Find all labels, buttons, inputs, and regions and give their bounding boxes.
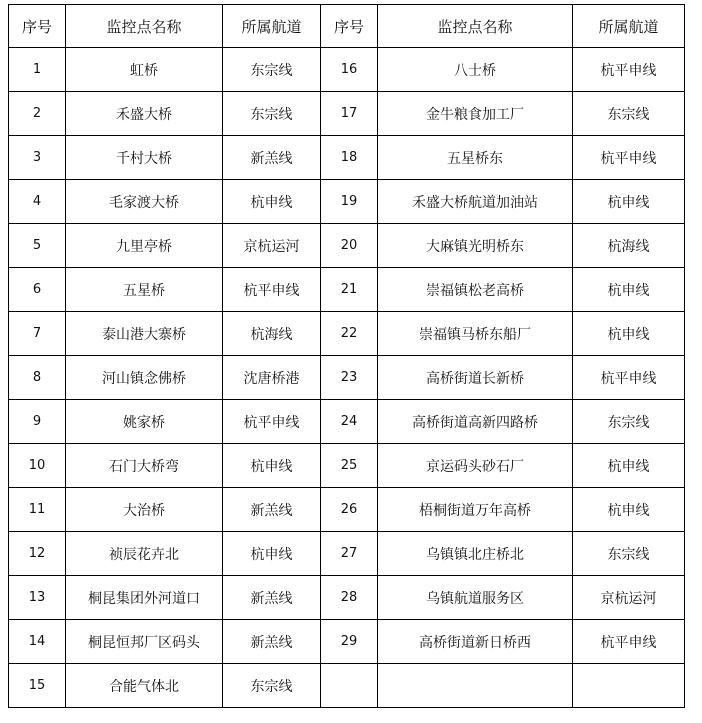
waterway-cell: 杭平申线 — [573, 48, 685, 92]
table-row — [9, 92, 685, 136]
waterway-cell — [573, 664, 685, 708]
seq-cell: 22 — [321, 312, 378, 356]
point-name-cell: 乌镇航道服务区 — [378, 576, 573, 620]
seq-cell: 8 — [9, 356, 66, 400]
point-name-cell: 梧桐街道万年高桥 — [378, 488, 573, 532]
point-name-cell: 大治桥 — [66, 488, 223, 532]
seq-cell: 4 — [9, 180, 66, 224]
seq-cell: 12 — [9, 532, 66, 576]
table-row — [9, 180, 685, 224]
seq-cell: 6 — [9, 268, 66, 312]
seq-cell: 21 — [321, 268, 378, 312]
monitor-points-table — [8, 4, 685, 708]
waterway-cell: 东宗线 — [573, 400, 685, 444]
point-name-cell: 石门大桥弯 — [66, 444, 223, 488]
table-row — [9, 356, 685, 400]
seq-cell: 25 — [321, 444, 378, 488]
point-name-cell: 毛家渡大桥 — [66, 180, 223, 224]
waterway-cell: 沈唐桥港 — [223, 356, 321, 400]
point-name-cell: 祯辰花卉北 — [66, 532, 223, 576]
point-name-cell: 八士桥 — [378, 48, 573, 92]
seq-cell: 16 — [321, 48, 378, 92]
point-name-cell: 合能气体北 — [66, 664, 223, 708]
point-name-cell: 高桥街道新日桥西 — [378, 620, 573, 664]
waterway-cell: 杭平申线 — [573, 136, 685, 180]
waterway-cell: 新羔线 — [223, 136, 321, 180]
seq-cell: 20 — [321, 224, 378, 268]
seq-cell: 5 — [9, 224, 66, 268]
seq-cell: 27 — [321, 532, 378, 576]
waterway-cell: 新羔线 — [223, 620, 321, 664]
table-row — [9, 488, 685, 532]
point-name-cell: 九里亭桥 — [66, 224, 223, 268]
waterway-cell: 东宗线 — [573, 532, 685, 576]
table-row — [9, 400, 685, 444]
table-row — [9, 48, 685, 92]
header-row — [9, 5, 685, 48]
waterway-cell: 杭平申线 — [573, 356, 685, 400]
table-row — [9, 268, 685, 312]
waterway-cell: 东宗线 — [573, 92, 685, 136]
waterway-cell: 杭申线 — [223, 444, 321, 488]
point-name-cell: 五星桥东 — [378, 136, 573, 180]
waterway-cell: 杭平申线 — [223, 400, 321, 444]
point-name-cell: 禾盛大桥航道加油站 — [378, 180, 573, 224]
waterway-cell: 杭平申线 — [223, 268, 321, 312]
waterway-cell: 东宗线 — [223, 48, 321, 92]
table-row — [9, 664, 685, 708]
point-name-cell — [378, 664, 573, 708]
seq-cell: 7 — [9, 312, 66, 356]
seq-cell — [321, 664, 378, 708]
waterway-cell: 杭申线 — [573, 488, 685, 532]
header-waterway: 所属航道 — [573, 5, 685, 48]
header-point-name: 监控点名称 — [378, 5, 573, 48]
point-name-cell: 乌镇镇北庄桥北 — [378, 532, 573, 576]
seq-cell: 15 — [9, 664, 66, 708]
point-name-cell: 京运码头砂石厂 — [378, 444, 573, 488]
seq-cell: 26 — [321, 488, 378, 532]
waterway-cell: 杭申线 — [573, 268, 685, 312]
table-row — [9, 136, 685, 180]
seq-cell: 9 — [9, 400, 66, 444]
table-row — [9, 576, 685, 620]
point-name-cell: 泰山港大寨桥 — [66, 312, 223, 356]
waterway-cell: 杭申线 — [573, 444, 685, 488]
table-row — [9, 444, 685, 488]
point-name-cell: 桐昆集团外河道口 — [66, 576, 223, 620]
seq-cell: 17 — [321, 92, 378, 136]
waterway-cell: 杭海线 — [573, 224, 685, 268]
table-row — [9, 224, 685, 268]
seq-cell: 29 — [321, 620, 378, 664]
header-point-name: 监控点名称 — [66, 5, 223, 48]
header-waterway: 所属航道 — [223, 5, 321, 48]
seq-cell: 2 — [9, 92, 66, 136]
header-seq: 序号 — [9, 5, 66, 48]
seq-cell: 18 — [321, 136, 378, 180]
waterway-cell: 杭平申线 — [573, 620, 685, 664]
point-name-cell: 高桥街道长新桥 — [378, 356, 573, 400]
table-row — [9, 532, 685, 576]
seq-cell: 1 — [9, 48, 66, 92]
point-name-cell: 崇福镇马桥东船厂 — [378, 312, 573, 356]
waterway-cell: 新羔线 — [223, 576, 321, 620]
seq-cell: 28 — [321, 576, 378, 620]
point-name-cell: 禾盛大桥 — [66, 92, 223, 136]
point-name-cell: 河山镇念佛桥 — [66, 356, 223, 400]
waterway-cell: 杭申线 — [223, 532, 321, 576]
waterway-cell: 东宗线 — [223, 92, 321, 136]
seq-cell: 24 — [321, 400, 378, 444]
waterway-cell: 杭申线 — [573, 312, 685, 356]
point-name-cell: 桐昆恒邦厂区码头 — [66, 620, 223, 664]
waterway-cell: 京杭运河 — [223, 224, 321, 268]
table-row — [9, 312, 685, 356]
seq-cell: 23 — [321, 356, 378, 400]
point-name-cell: 千村大桥 — [66, 136, 223, 180]
point-name-cell: 大麻镇光明桥东 — [378, 224, 573, 268]
point-name-cell: 虹桥 — [66, 48, 223, 92]
waterway-cell: 杭申线 — [573, 180, 685, 224]
waterway-cell: 京杭运河 — [573, 576, 685, 620]
point-name-cell: 崇福镇松老高桥 — [378, 268, 573, 312]
waterway-cell: 杭海线 — [223, 312, 321, 356]
table-row — [9, 620, 685, 664]
seq-cell: 10 — [9, 444, 66, 488]
point-name-cell: 五星桥 — [66, 268, 223, 312]
point-name-cell: 高桥街道高新四路桥 — [378, 400, 573, 444]
waterway-cell: 杭申线 — [223, 180, 321, 224]
seq-cell: 19 — [321, 180, 378, 224]
seq-cell: 3 — [9, 136, 66, 180]
seq-cell: 14 — [9, 620, 66, 664]
seq-cell: 11 — [9, 488, 66, 532]
point-name-cell: 姚家桥 — [66, 400, 223, 444]
header-seq: 序号 — [321, 5, 378, 48]
seq-cell: 13 — [9, 576, 66, 620]
point-name-cell: 金牛粮食加工厂 — [378, 92, 573, 136]
waterway-cell: 东宗线 — [223, 664, 321, 708]
waterway-cell: 新羔线 — [223, 488, 321, 532]
